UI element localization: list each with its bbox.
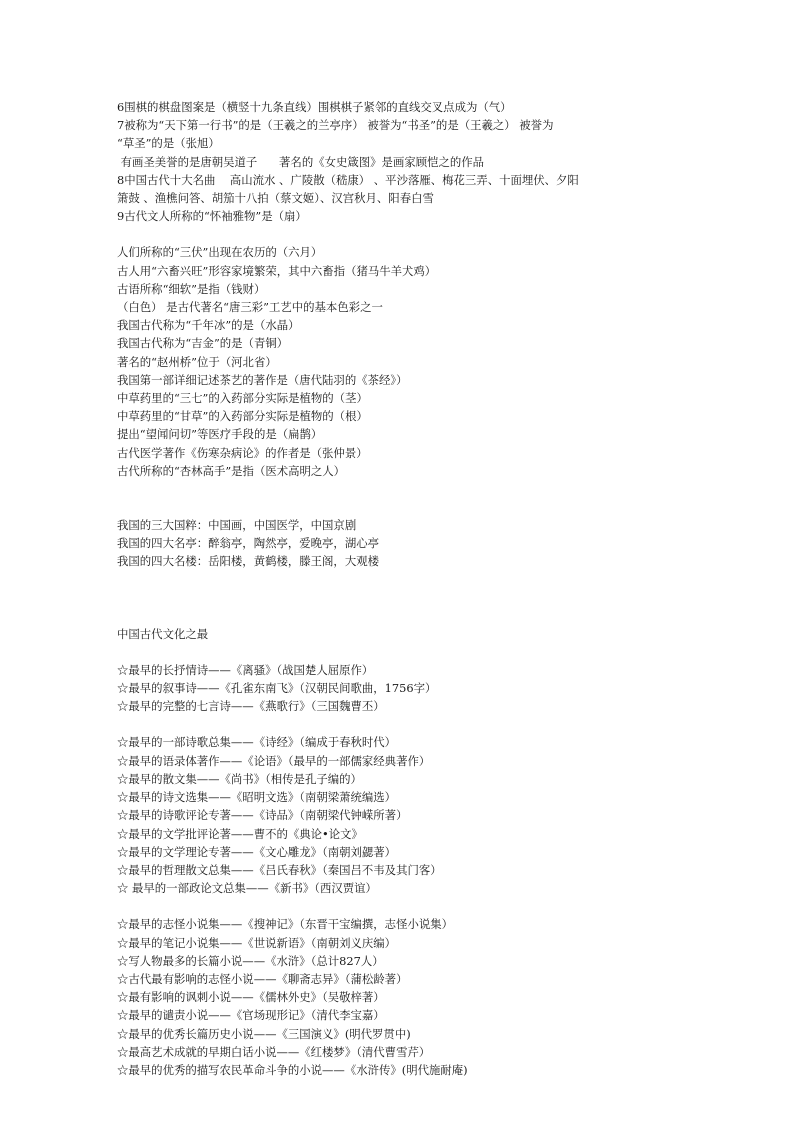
list-item: ☆最早的笔记小说集——《世说新语》（南朝刘义庆编） [117,935,397,950]
text-line: 古语所称“细软”是指（钱财） [117,281,266,296]
text-line: 著名的“赵州桥”位于（河北省） [117,354,277,369]
list-item: ☆最早的优秀的描写农民革命斗争的小说——《水浒传》(明代施耐庵) [117,1062,468,1077]
block-games-arts [117,98,677,225]
text-line: 人们所称的“三伏”出现在农历的（六月） [117,245,323,260]
list-item: ☆最早的诗歌评论专著——《诗品》（南朝梁代钟嵘所著） [117,808,408,823]
list-item: ☆最早的诗文选集——《昭明文选》（南朝梁萧统编选） [117,790,397,805]
list-item: ☆最早的叙事诗——《孔雀东南飞》（汉朝民间歌曲，1756字） [117,681,437,696]
text-line: 9古代文人所称的“怀袖雅物”是（扇） [117,209,307,224]
list-item: ☆ 最早的一部政论文总集——《新书》（西汉贾谊） [117,881,377,896]
list-item: ☆最早的志怪小说集——《搜神记》（东晋干宝编撰，志怪小说集） [117,917,454,932]
list-item: ☆写人物最多的长篇小说——《水浒》（总计827人） [117,953,384,968]
list-item: ☆最早的语录体著作——《论语》（最早的一部儒家经典著作） [117,753,431,768]
list-item: ☆最早的文学批评论著——曹不的《典论•论文》 [117,826,363,841]
text-line: （白色） 是古代著名“唐三彩”工艺中的基本色彩之一 [117,300,383,315]
block-culture-facts [117,243,677,480]
list-item: ☆古代最有影响的志怪小说——《聊斋志异》（蒲松龄著） [117,971,408,986]
list-item: ☆最早的散文集——《尚书》（相传是孔子编的） [117,771,362,786]
text-line: 古代所称的“杏林高手”是指（医术高明之人） [117,463,346,478]
text-line: 提出“望闻问切”等医疗手段的是（扁鹊） [117,427,323,442]
list-item: ☆最早的谴责小说——《官场现形记》（清代李宝嘉） [117,1008,385,1023]
text-line: 中草药里的“三七”的入药部分实际是植物的（茎） [117,391,368,406]
list-item: ☆最早的文学理论专著——《文心雕龙》（南朝刘勰著） [117,844,397,859]
list-item: ☆最有影响的讽刺小说——《儒林外史》（吴敬梓著） [117,990,385,1005]
text-line: 我国古代称为“千年冰”的是（水晶） [117,318,300,333]
spacer [117,571,677,625]
text-line: 箫鼓 、渔樵问答、胡笳十八拍（蔡文姬）、汉宫秋月、阳春白雪 [117,191,434,206]
text-line: 我国第一部详细记述茶艺的著作是（唐代陆羽的《茶经》） [117,372,408,387]
text-line: 我国的四大名亭：醉翁亭，陶然亭，爱晚亭，湖心亭 [117,536,379,551]
text-line: 我国古代称为“吉金”的是（青铜） [117,336,289,351]
text-line: “草圣”的是（张旭） [117,136,220,151]
text-line: 我国的四大名楼：岳阳楼，黄鹤楼，滕王阁，大观楼 [117,554,379,569]
section-title: 中国古代文化之最 [117,626,209,641]
text-line: 古人用“六畜兴旺”形容家境繁荣，其中六畜指（猪马牛羊犬鸡） [117,263,437,278]
document-page [117,98,677,1079]
text-line: 我国的三大国粹：中国画，中国医学，中国京剧 [117,518,357,533]
block-national-treasures [117,516,677,571]
text-line: 8中国古代十大名曲 高山流水 、广陵散（嵇康） 、平沙落雁、梅花三弄、十面埋伏、夕阳 [117,172,579,187]
spacer [117,225,677,243]
text-line: 有画圣美誉的是唐朝吴道子 著名的《女史箴图》是画家顾恺之的作品 [117,154,485,169]
text-line: 7被称为“天下第一行书”的是（王羲之的兰亭序） 被誉为“书圣”的是（王羲之） 被誉为 [117,118,554,133]
text-line: 古代医学著作《伤寒杂病论》的作者是（张仲景） [117,445,368,460]
text-line: 6围棋的棋盘图案是（横竖十九条直线）围棋棋子紧邻的直线交叉点成为（气） [117,100,512,114]
list-item: ☆最早的哲理散文总集——《吕氏春秋》（秦国吕不韦及其门客） [117,862,442,877]
list-earliest-poetry [117,661,677,716]
text-line: 中草药里的“甘草”的入药部分实际是植物的（根） [117,409,368,424]
list-item: ☆最早的长抒情诗——《离骚》（战国楚人屈原作） [117,662,374,677]
spacer [117,897,677,915]
list-item: ☆最早的一部诗歌总集——《诗经》（编成于春秋时代） [117,735,397,750]
list-earliest-novels [117,915,677,1079]
spacer [117,480,677,516]
spacer [117,715,677,733]
list-item: ☆最早的完整的七言诗——《燕歌行》（三国魏曹丕） [117,699,385,714]
spacer [117,643,677,661]
list-item: ☆最高艺术成就的早期白话小说——《红楼梦》（清代曹雪芹） [117,1044,431,1059]
list-item: ☆最早的优秀长篇历史小说——《三国演义》(明代罗贯中) [117,1026,411,1041]
list-earliest-collections [117,733,677,897]
